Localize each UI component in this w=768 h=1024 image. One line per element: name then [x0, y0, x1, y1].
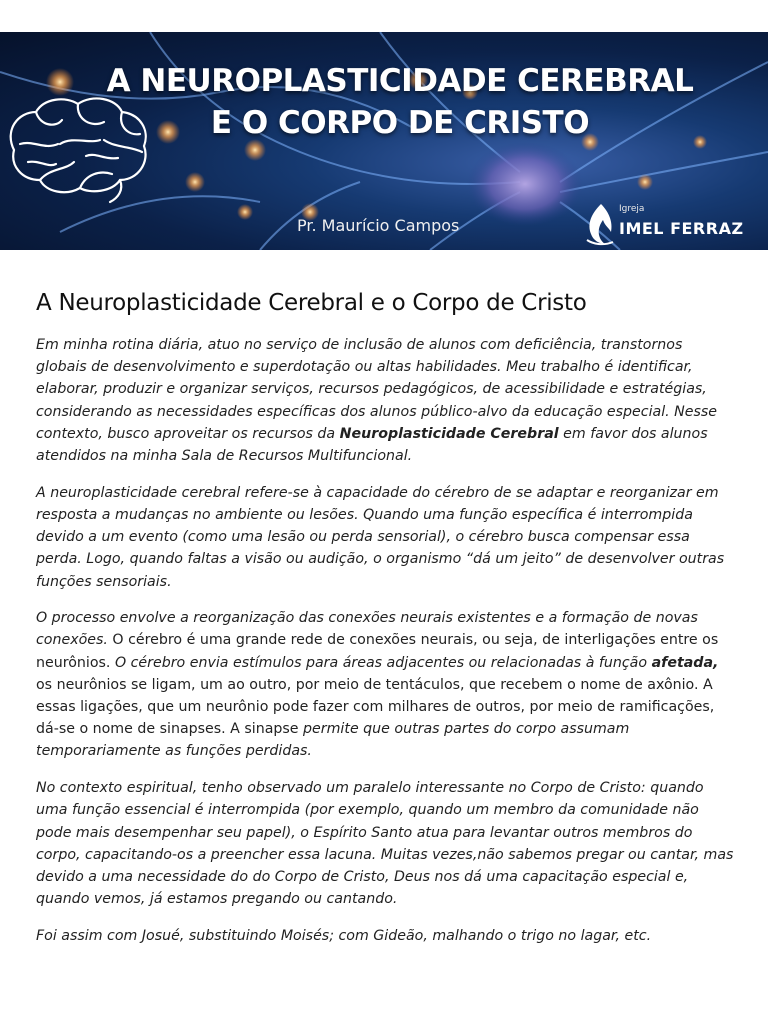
paragraph-1-text-c: em favor dos alunos atendidos na minha Sala de Recursos Multifuncional. — [36, 425, 708, 465]
paragraph-5: Foi assim com Josué, substituindo Moisés; com Gideão, malhando o trigo no lagar, etc. — [36, 927, 652, 944]
paragraph-3-bold-word: afetada, — [651, 654, 719, 671]
banner-title-line-2: E O CORPO DE CRISTO — [210, 105, 590, 141]
paragraph-3 — [36, 607, 736, 762]
paragraph-3-text-f: permite que outras partes do corpo assumam temporariamente as funções perdidas. — [36, 721, 630, 760]
paragraph-3-text-a: O processo envolve a reorganização das conexões neurais existentes e a formação de novas conexões. — [36, 610, 698, 649]
paragraph-2: A neuroplasticidade cerebral refere-se à capacidade do cérebro de se adaptar e reorganizar em resposta a mudanças no ambiente ou lesões. Quando uma função específica é interrompida devido a um evento (como uma lesão ou perda sensorial), o cérebro busca compensar essa perda. Logo, quando faltas a visão ou audição, o organismo “dá um jeito” de desenvolver outras funções sensoriais. — [36, 484, 725, 590]
paragraph-3-text-c: O cérebro envia estímulos para áreas adjacentes ou relacionadas à função — [114, 654, 652, 671]
paragraph-4: No contexto espiritual, tenho observado um paralelo interessante no Corpo de Cristo: quando uma função essencial é interrompida (por exemplo, quando um membro da comunidade não pode mais desempenhar seu papel), o Espírito Santo atua para levantar outros membros do corpo, capacitando-os a preencher essa lacuna. Muitas vezes,não sabemos pregar ou cantar, mas devido a uma necessidade do do Corpo de Cristo, Deus nos dá uma capacitação especial e, quando vemos, já estamos pregando ou cantando. — [36, 780, 734, 908]
flame-logo-icon — [585, 202, 615, 246]
paragraph-1 — [36, 334, 736, 467]
logo-label-small: Igreja — [619, 204, 645, 214]
article-title: A Neuroplasticidade Cerebral e o Corpo de Cristo — [36, 290, 587, 316]
banner-title-line-1: A NEUROPLASTICIDADE CEREBRAL — [106, 63, 694, 99]
paragraph-1-bold-term: Neuroplasticidade Cerebral — [339, 425, 559, 442]
paragraph-3-text-e: os neurônios se ligam, um ao outro, por meio de tentáculos, que recebem o nome de axônio. A essas ligações, que um neurônio pode fazer com milhares de outros, por meio de ramificações, dá-se o nome de sinapses. A sinapse — [36, 676, 715, 738]
paragraph-3-text-b: O cérebro é uma grande rede de conexões neurais, ou seja, de interligações entre os neurônios. — [36, 632, 719, 671]
author-name: Pr. Maurício Campos — [297, 216, 460, 235]
article-body — [36, 334, 736, 962]
church-logo — [585, 202, 765, 246]
header-banner — [0, 32, 768, 250]
paragraph-1-text-a: Em minha rotina diária, atuo no serviço de inclusão de alunos com deficiência, transtornos globais de desenvolvimento e superdotação ou altas habilidades. Meu trabalho é identificar, elaborar, produzir e organizar serviços, recursos pedagógicos, de acessibilidade e estratégias, considerando as necessidades específicas dos alunos público-alvo da educação especial. Nesse contexto, busco aproveitar os recursos da — [36, 337, 718, 442]
logo-label-name: IMEL FERRAZ — [619, 219, 744, 238]
banner-title — [0, 60, 768, 144]
